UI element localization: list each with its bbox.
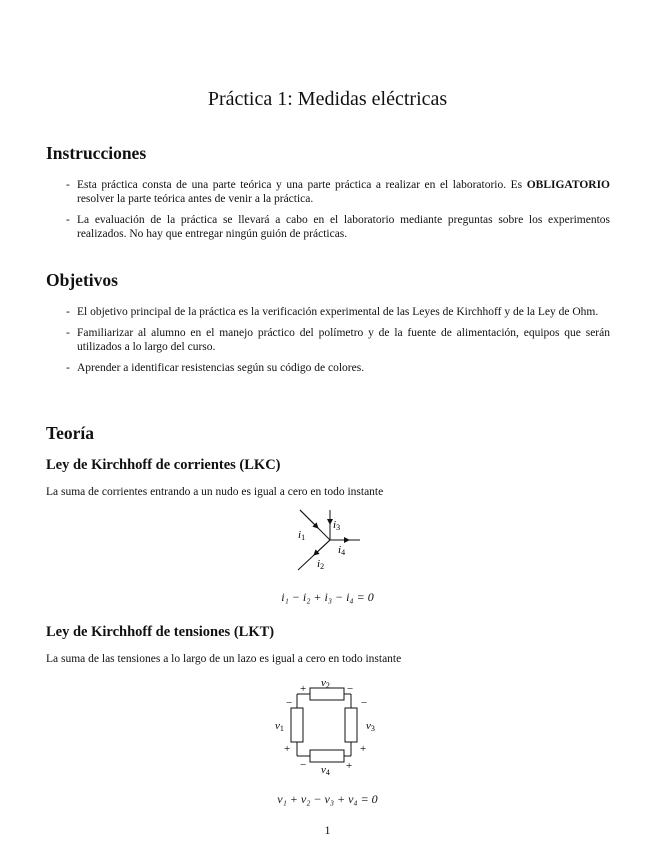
list-dash: - xyxy=(66,362,70,374)
label-v1: v1 xyxy=(275,720,284,733)
kirchhoff-voltage-loop-diagram xyxy=(270,674,385,780)
list-item xyxy=(46,361,610,375)
arrow-i1 xyxy=(300,510,318,528)
resistor-v1 xyxy=(291,708,303,742)
instruccion-2-text: La evaluación de la práctica se llevará a cabo en el laboratorio mediante preguntas sobre los experimentos realizados. No hay que entregar ningún guión de prácticas. xyxy=(77,214,610,240)
sign-v4-plus: + xyxy=(346,760,353,772)
sign-v2-minus: − xyxy=(347,683,354,695)
list-item xyxy=(46,305,610,319)
sign-v3-minus: − xyxy=(361,697,368,709)
subsection-heading-lkt: Ley de Kirchhoff de tensiones (LKT) xyxy=(46,624,275,640)
resistor-v3 xyxy=(345,708,357,742)
list-dash: - xyxy=(66,179,70,191)
sign-v1-plus: + xyxy=(284,743,291,755)
instrucciones-list xyxy=(46,178,610,248)
instruccion-1-bold: OBLIGATORIO xyxy=(526,179,610,191)
page-number: 1 xyxy=(324,823,331,837)
list-dash: - xyxy=(66,306,70,318)
label-v4: v4 xyxy=(321,764,330,777)
objetivo-2-text: Familiarizar al alumno en el manejo práctico del polímetro y de la fuente de alimentación, equipos que serán utilizados a lo largo del curso. xyxy=(77,327,610,353)
section-heading-teoria: Teoría xyxy=(46,423,94,443)
arrow-i2 xyxy=(314,540,330,555)
list-item xyxy=(46,178,610,206)
lkt-equation: v₁ + v₂ − v₃ + v₄ = 0 xyxy=(277,792,378,806)
label-i1: i1 xyxy=(298,529,306,542)
subsection-heading-lkc: Ley de Kirchhoff de corrientes (LKC) xyxy=(46,457,281,473)
lkt-description: La suma de las tensiones a lo largo de un lazo es igual a cero en todo instante xyxy=(46,653,402,665)
lkc-description: La suma de corrientes entrando a un nudo es igual a cero en todo instante xyxy=(46,486,384,498)
objetivo-1-text: El objetivo principal de la práctica es la verificación experimental de las Leyes de Kirchhoff y de la Ley de Ohm. xyxy=(77,306,599,318)
label-v3: v3 xyxy=(366,720,375,733)
instruccion-1-text-post: resolver la parte teórica antes de venir a la práctica. xyxy=(77,193,314,205)
sign-v2-plus: + xyxy=(300,683,307,695)
section-heading-objetivos: Objetivos xyxy=(46,270,118,290)
list-item xyxy=(46,213,610,241)
instruccion-1-text-pre: Esta práctica consta de una parte teórica y una parte práctica a realizar en el laboratorio. Es xyxy=(77,179,527,191)
objetivos-list xyxy=(46,305,610,382)
kirchhoff-current-node-diagram xyxy=(288,504,368,576)
sign-v4-minus: − xyxy=(300,759,307,771)
label-i2: i2 xyxy=(317,558,325,571)
list-dash: - xyxy=(66,327,70,339)
section-heading-instrucciones: Instrucciones xyxy=(46,143,147,163)
label-i4: i4 xyxy=(338,544,346,557)
resistor-v4 xyxy=(310,750,344,762)
objetivo-3-text: Aprender a identificar resistencias según su código de colores. xyxy=(77,362,365,374)
sign-v1-minus: − xyxy=(286,697,293,709)
page-title: Práctica 1: Medidas eléctricas xyxy=(207,88,448,110)
list-item xyxy=(46,326,610,354)
lkc-equation: i₁ − i₂ + i₃ − i₄ = 0 xyxy=(281,590,374,604)
label-i3: i3 xyxy=(333,519,341,532)
sign-v3-plus: + xyxy=(360,743,367,755)
list-dash: - xyxy=(66,214,70,226)
label-v2: v2 xyxy=(321,677,330,690)
